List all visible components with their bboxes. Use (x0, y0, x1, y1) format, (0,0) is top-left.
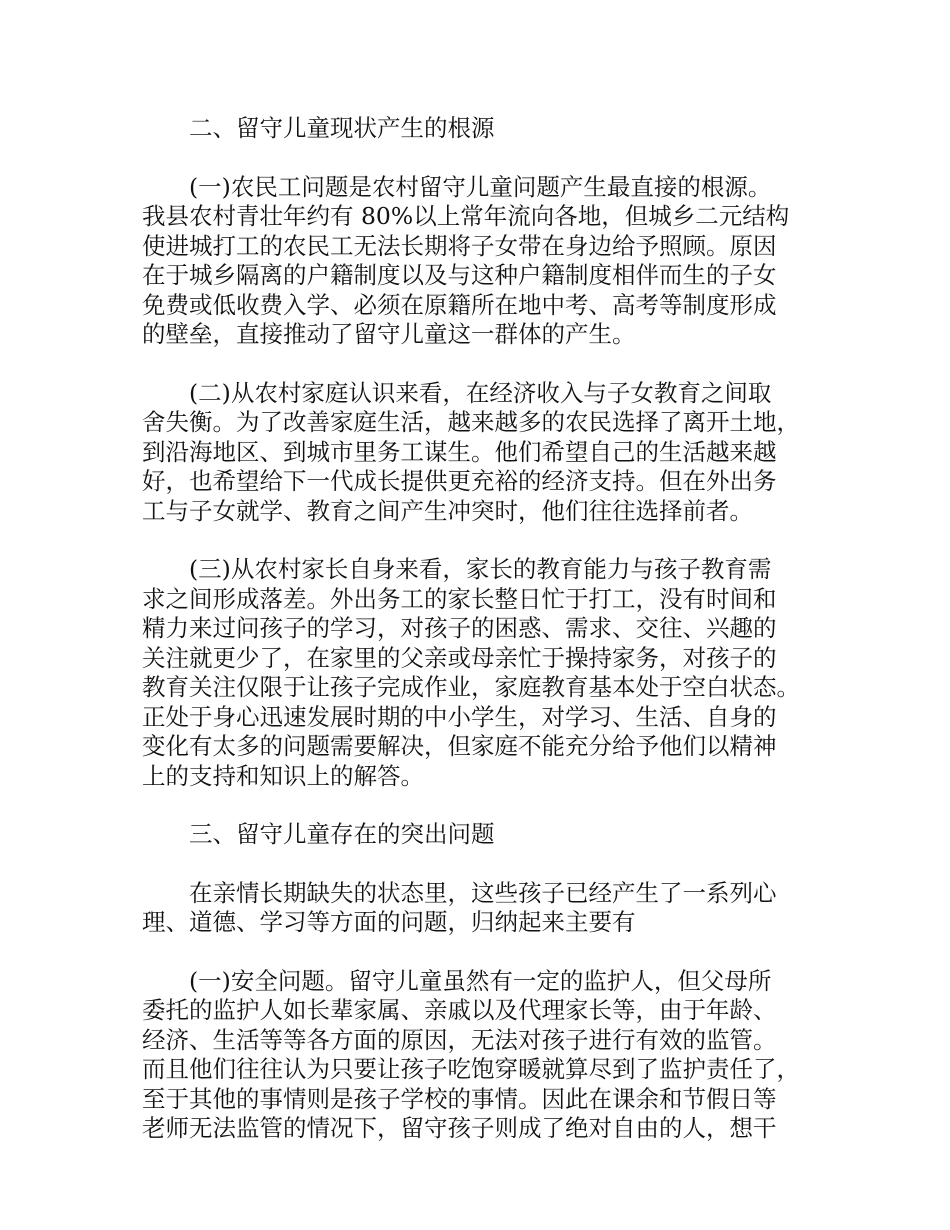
paragraph-line: 正处于身心迅速发展时期的中小学生，对学习、生活、自身的 (142, 702, 777, 731)
paragraph-line: 经济、生活等等各方面的原因，无法对孩子进行有效的监管。 (142, 1025, 777, 1054)
paragraph-line: 理、道德、学习等方面的问题，归纳起来主要有 (142, 908, 636, 936)
paragraph-line: (二)从农村家庭认识来看，在经济收入与子女教育之间取 (189, 378, 772, 407)
paragraph-line: 上的支持和知识上的解答。 (142, 761, 424, 790)
paragraph-line: 求之间形成落差。外出务工的家长整日忙于打工，没有时间和 (142, 584, 777, 613)
document-body (142, 114, 826, 1173)
paragraph-line: 而且他们往往认为只要让孩子吃饱穿暖就算尽到了监护责任了， (142, 1055, 800, 1083)
paragraph-line: 免费或低收费入学、必须在原籍所在地中考、高考等制度形成 (142, 290, 777, 319)
paragraph-line: 工与子女就学、教育之间产生冲突时，他们往往选择前者。 (142, 496, 753, 525)
paragraph-line: 到沿海地区、到城市里务工谋生。他们希望自己的生活越来越 (142, 437, 777, 466)
paragraph-parent-ability (142, 555, 826, 791)
paragraph-line: 精力来过问孩子的学习，对孩子的困惑、需求、交往、兴趣的 (142, 614, 777, 642)
heading-line: 三、留守儿童存在的突出问题 (189, 820, 495, 848)
paragraph-line: 变化有太多的问题需要解决，但家庭不能充分给予他们以精神 (142, 732, 777, 760)
paragraph-safety-issue (142, 967, 826, 1144)
section-heading-prominent-problems (142, 820, 826, 850)
section-heading-root-causes (142, 114, 826, 144)
paragraph-problems-intro (142, 879, 826, 938)
paragraph-line: 舍失衡。为了改善家庭生活，越来越多的农民选择了离开土地， (142, 408, 800, 436)
paragraph-line: 委托的监护人如长辈家属、亲戚以及代理家长等，由于年龄、 (142, 996, 777, 1024)
paragraph-family-awareness (142, 379, 826, 527)
paragraph-line: 使进城打工的农民工无法长期将子女带在身边给予照顾。原因 (142, 231, 777, 260)
paragraph-line: 在于城乡隔离的户籍制度以及与这种户籍制度相伴而生的子女 (142, 261, 777, 289)
paragraph-line: 教育关注仅限于让孩子完成作业，家庭教育基本处于空白状态。 (142, 673, 800, 701)
paragraph-line: 的壁垒，直接推动了留守儿童这一群体的产生。 (142, 320, 636, 348)
paragraph-line: 在亲情长期缺失的状态里，这些孩子已经产生了一系列心 (189, 878, 777, 907)
paragraph-line: 老师无法监管的情况下，留守孩子则成了绝对自由的人，想干 (142, 1114, 777, 1142)
paragraph-line: (一)安全问题。留守儿童虽然有一定的监护人，但父母所 (189, 966, 772, 995)
paragraph-line: 关注就更少了，在家里的父亲或母亲忙于操持家务，对孩子的 (142, 643, 777, 672)
heading-line: 二、留守儿童现状产生的根源 (189, 114, 495, 142)
paragraph-line: (三)从农村家长自身来看，家长的教育能力与孩子教育需 (189, 555, 772, 583)
paragraph-line: 至于其他的事情则是孩子学校的事情。因此在课余和节假日等 (142, 1084, 777, 1113)
paragraph-migrant-worker-issue (142, 173, 826, 350)
paragraph-line: 好，也希望给下一代成长提供更充裕的经济支持。但在外出务 (142, 467, 777, 495)
paragraph-line: 我县农村青壮年约有 80%以上常年流向各地，但城乡二元结构 (142, 202, 790, 230)
paragraph-line: (一)农民工问题是农村留守儿童问题产生最直接的根源。 (189, 172, 772, 201)
